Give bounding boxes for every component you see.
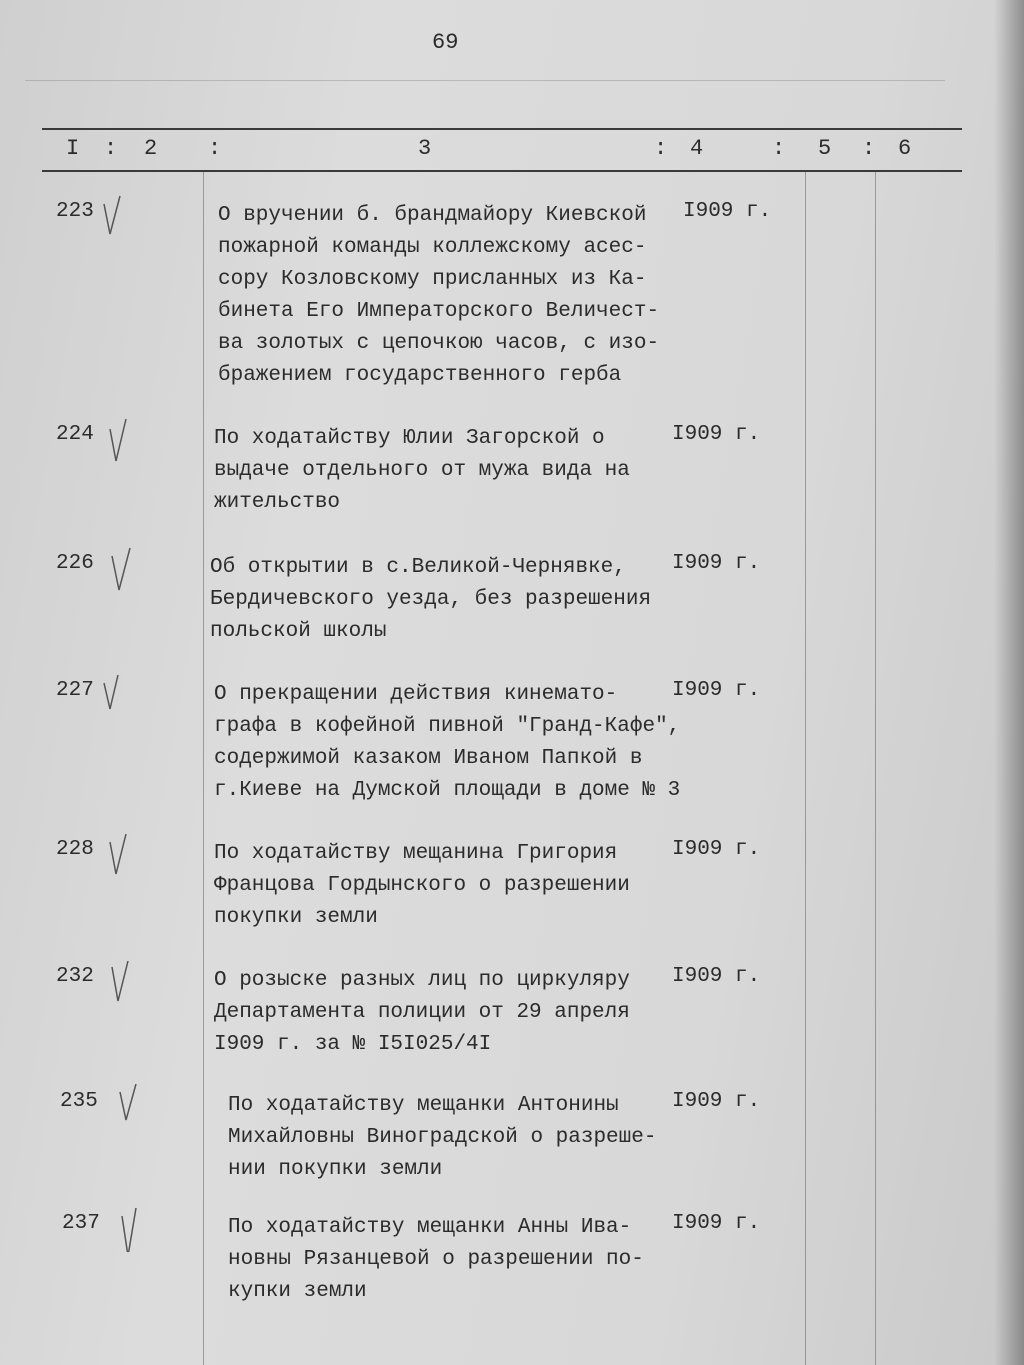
entry-year: I909 г.	[672, 679, 761, 702]
entry-description: По ходатайству мещанки Анны Ива- новны Рязанцевой о разрешении по- купки земли	[228, 1216, 644, 1303]
header-top-rule	[42, 128, 962, 130]
checkmark-icon	[108, 959, 132, 1005]
column-rule	[203, 172, 204, 1365]
column-6-header: 6	[898, 136, 912, 161]
column-2-header: 2	[144, 136, 158, 161]
entry-number: 227	[56, 679, 94, 702]
column-separator: :	[772, 136, 786, 161]
entry-year: I909 г.	[672, 552, 761, 575]
column-4-header: 4	[690, 136, 704, 161]
entry-year: I909 г.	[683, 200, 772, 223]
entry-year: I909 г.	[672, 423, 761, 446]
checkmark-icon	[106, 417, 130, 463]
entry-description: По ходатайству Юлии Загорской о выдаче отдельного от мужа вида на жительство	[214, 427, 630, 514]
column-separator: :	[862, 136, 876, 161]
entry-year: I909 г.	[672, 1090, 761, 1113]
page-edge-shadow	[994, 0, 1024, 1365]
entry-number: 228	[56, 838, 94, 861]
checkmark-icon	[100, 673, 124, 719]
column-separator: :	[104, 136, 118, 161]
column-rule	[875, 172, 876, 1365]
checkmark-icon	[108, 546, 132, 592]
entry-description: Об открытии в с.Великой-Чернявке, Бердичевского уезда, без разрешения польской школы	[210, 556, 652, 643]
entry-number: 237	[62, 1212, 100, 1235]
entry-description: По ходатайству мещанина Григория Францова Гордынского о разрешении покупки земли	[214, 842, 630, 929]
checkmark-icon	[106, 832, 130, 878]
checkmark-icon	[100, 194, 124, 240]
entry-number: 224	[56, 423, 94, 446]
entry-number: 223	[56, 200, 94, 223]
column-rule	[805, 172, 806, 1365]
checkmark-icon	[118, 1206, 142, 1252]
entry-description: О прекращении действия кинемато- графа в кофейной пивной "Гранд-Кафе", содержимой казаком Иваном Папкой в г.Киеве на Думской площади в доме № 3	[214, 683, 681, 802]
column-3-header: 3	[418, 136, 432, 161]
entry-year: I909 г.	[672, 1212, 761, 1235]
column-1-header: I	[66, 136, 80, 161]
entry-description: О розыске разных лиц по циркуляру Департамента полиции от 29 апреля I909 г. за № I5I025/4I	[214, 969, 630, 1056]
entry-year: I909 г.	[672, 965, 761, 988]
entry-year: I909 г.	[672, 838, 761, 861]
entry-number: 232	[56, 965, 94, 988]
page-number: 69	[432, 30, 459, 55]
header-bottom-rule	[42, 170, 962, 172]
column-separator: :	[208, 136, 222, 161]
column-5-header: 5	[818, 136, 832, 161]
column-separator: :	[654, 136, 668, 161]
entry-number: 235	[60, 1090, 98, 1113]
entry-number: 226	[56, 552, 94, 575]
entry-description: О вручении б. брандмайору Киевской пожарной команды коллежскому асес- сору Козловскому присланных из Ка- бинета Его Императорского Величест- ва золотых с цепочкою часов, с изо- бражением государственного герба	[218, 204, 660, 387]
entry-description: По ходатайству мещанки Антонины Михайловны Виноградской о разреше- нии покупки земли	[228, 1094, 657, 1181]
bleed-through-header	[25, 80, 945, 121]
checkmark-icon	[116, 1084, 140, 1130]
